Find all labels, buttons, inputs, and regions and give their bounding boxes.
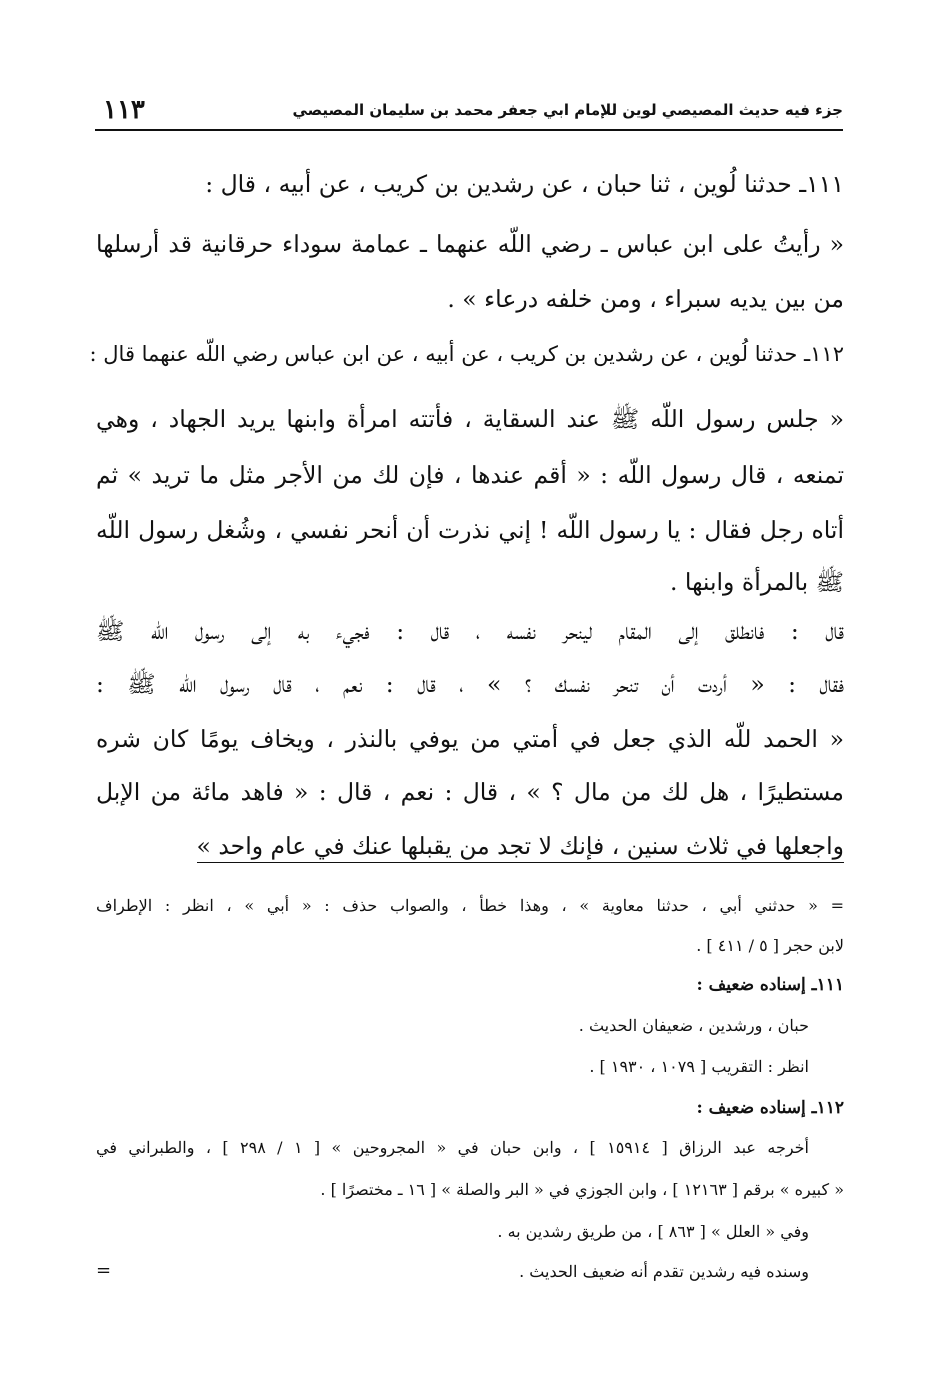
hadith-112-text-line: مستطيرًا ، هل لك من مال ؟ » ، قال : نعم ، قال : « فاهد مائة من الإبل	[96, 778, 844, 806]
running-header	[95, 95, 843, 131]
hadith-112-text-line: أتاه رجل فقال : يا رسول اللّه ! إني نذرت أن أنحر نفسي ، وشُغل رسول اللّه	[96, 516, 844, 544]
footnote-111-line: انظر : التقريب [ ١٠٧٩ ، ١٩٣٠ ] .	[589, 1057, 809, 1076]
hadith-112-text-line: « الحمد للّه الذي جعل في أمتي من يوفي بالنذر ، ويخاف يومًا كان شره	[96, 725, 844, 753]
footnote-112-line: « كبيره » برقم [ ١٢١٦٣ ] ، وابن الجوزي في « البر والصلة » [ ١٦ ـ مختصرًا ] .	[320, 1180, 844, 1199]
hadith-111-text-line: من بين يديه سبراء ، ومن خلفه درعاء » .	[447, 285, 844, 313]
book-title: جزء فيه حديث المصيصي لوين للإمام ابي جعفر محمد بن سليمان المصيصي	[292, 101, 843, 119]
hadith-112-text-line	[197, 832, 845, 860]
footnote-continuation: لابن حجر [ ٥ / ٤١١ ] .	[696, 936, 844, 955]
hadith-112-text-line: « جلس رسول اللّه ﷺ عند السقاية ، فأتته امرأة وابنها يريد الجهاد ، وهي	[96, 405, 844, 433]
hadith-112-last-line: واجعلها في ثلاث سنين ، فإنك لا تجد من يقبلها عنك في عام واحد »	[197, 832, 845, 863]
hadith-112-text-line: ﷺ بالمرأة وابنها .	[669, 568, 844, 596]
footnote-112-line: وفي « العلل » [ ٨٦٣ ] ، من طريق رشدين به .	[497, 1222, 809, 1241]
footnote-112-line: وسنده فيه رشدين تقدم أنه ضعيف الحديث .	[519, 1262, 809, 1281]
hadith-112-text-line: تمنعه ، قال رسول اللّه : « أقم عندها ، فإن لك من الأجر مثل ما تريد » ثم	[96, 461, 844, 489]
hadith-111-text-line: « رأيتُ على ابن عباس ـ رضي اللّه عنهما ـ عمامة سوداء حرقانية قد أرسلها	[96, 230, 844, 258]
book-page	[95, 95, 843, 131]
hadith-112-text-line: قال : فانطلق إلى المقام لينحر نفسه ، قال : فجيء به إلى رسول اللّه ﷺ	[96, 617, 844, 645]
page-number: ١١٣	[103, 95, 145, 125]
hadith-112-isnad: ١١٢ـ حدثنا لُوين ، عن رشدين بن كريب ، عن أبيه ، عن ابن عباس رضي اللّه عنهما قال :	[89, 342, 844, 366]
footnote-continuation: = « حدثني أبي ، حدثنا معاوية » ، وهذا خطأ ، والصواب حذف : « أبي » ، انظر : الإطراف	[96, 896, 844, 915]
continuation-mark: =	[96, 1260, 112, 1281]
hadith-112-text-line: فقال : « أردت أن تنحر نفسك ؟ » ، قال : نعم ، قال رسول اللّه ﷺ :	[96, 670, 844, 698]
footnote-112-heading: ١١٢ـ إسناده ضعيف :	[696, 1098, 844, 1118]
footnote-112-line: أخرجه عبد الرزاق [ ١٥٩١٤ ] ، وابن حبان في « المجروحين » [ ١ / ٢٩٨ ] ، والطبراني في	[96, 1138, 810, 1157]
hadith-111-isnad: ١١١ـ حدثنا لُوين ، ثنا حبان ، عن رشدين بن كريب ، عن أبيه ، قال :	[205, 170, 844, 198]
footnote-111-heading: ١١١ـ إسناده ضعيف :	[696, 975, 844, 995]
footnote-111-line: حبان ، ورشدين ، ضعيفان الحديث .	[578, 1016, 809, 1035]
